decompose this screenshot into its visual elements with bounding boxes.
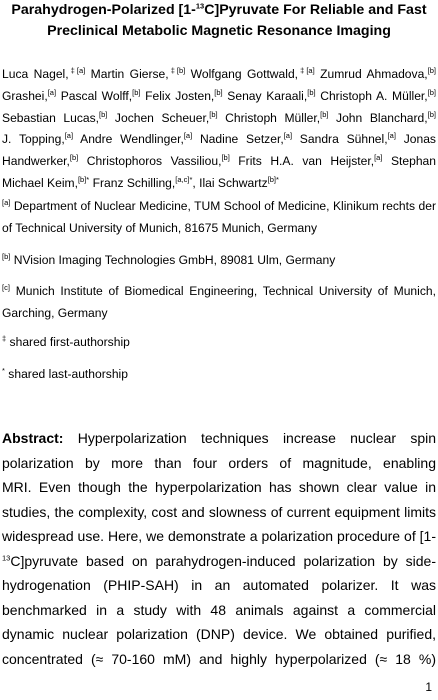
author-line	[2, 64, 436, 86]
affiliation-line	[2, 303, 436, 325]
affiliation-marker: [b]	[427, 109, 436, 119]
author-name: Andre Wendlinger,	[73, 132, 184, 147]
author-name: Jonas	[395, 132, 436, 147]
abstract-text: Hyperpolarization techniques increase nuclear spin	[77, 430, 436, 446]
affiliation-marker: [a]	[47, 87, 57, 97]
abstract-line: studies, the complexity, cost and slowness of current equipment limits	[2, 503, 436, 520]
abstract-label: Abstract:	[2, 430, 64, 446]
title-text-b: C]Pyruvate For Reliable and Fast	[204, 2, 427, 18]
affiliation-marker: [a,c]*	[175, 174, 193, 184]
affiliation-marker: [b]	[320, 109, 329, 119]
affiliation-text: NVision Imaging Technologies GmbH, 89081 Ulm, Germany	[13, 252, 336, 267]
isotope-superscript: 13	[2, 552, 11, 562]
note-mark: *	[2, 365, 5, 375]
author-name: Luca Nagel,	[2, 67, 69, 81]
author-name: Martin Gierse,	[85, 67, 169, 81]
note-text: shared last-authorship	[8, 366, 128, 381]
author-name: Christophoros Vassiliou,	[78, 154, 222, 169]
abstract-line: benchmarked in a study with 48 animals against a commercial	[2, 601, 436, 618]
abstract-text: C]pyruvate based on parahydrogen-induced polarization by side-	[10, 552, 436, 569]
author-line	[2, 129, 436, 151]
author-name: Sebastian Lucas,	[2, 110, 99, 125]
author-line	[2, 151, 436, 173]
title-line-1	[0, 0, 438, 22]
author-list	[2, 64, 436, 195]
abstract-line: polarization by more than four orders of magnitude, enabling	[2, 454, 436, 471]
abstract-line: dynamic nuclear polarization (DNP) device. We obtained purified,	[2, 626, 436, 642]
affiliation-text: of Technical University of Munich, 81675 Munich, Germany	[2, 220, 318, 235]
affiliation-marker: [a]	[387, 131, 396, 141]
author-name: Zumrud Ahmadova,	[314, 67, 428, 81]
affiliation-text: Munich Institute of Biomedical Engineering, Technical University of Munich,	[15, 284, 436, 299]
affiliation-marker: [a]	[283, 131, 293, 141]
affiliation-line	[2, 250, 436, 272]
affiliation-mark: [b]	[2, 251, 11, 261]
note-mark: ‡	[2, 333, 7, 343]
title-superscript: 13	[195, 1, 205, 11]
author-name: Nadine Setzer,	[192, 132, 284, 147]
author-note	[2, 332, 436, 354]
affiliation-list	[2, 196, 436, 325]
author-name: Michael Keim,	[2, 175, 78, 190]
author-line	[2, 173, 436, 195]
author-name: , Ilai Schwartz	[192, 175, 268, 190]
abstract	[2, 426, 436, 671]
author-name: Christoph A. Müller,	[315, 88, 428, 103]
affiliation-marker: [b]	[209, 109, 218, 119]
affiliation-marker: [b]	[214, 87, 223, 97]
affiliation-text: Garching, Germany	[2, 306, 108, 321]
page-number: 1	[425, 680, 432, 694]
author-name: John Blanchard,	[328, 110, 428, 125]
author-notes	[2, 332, 436, 386]
note-text: shared first-authorship	[9, 335, 130, 349]
title-text-a: Parahydrogen-Polarized [1-	[11, 2, 196, 18]
affiliation-line	[2, 218, 436, 240]
affiliation-marker: [b]*	[267, 174, 279, 184]
author-name: Christoph Müller,	[217, 110, 321, 125]
abstract-line: concentrated (≈ 70-160 mM) and highly hyperpolarized (≈ 18 %)	[2, 650, 436, 667]
affiliation-marker: [a]	[374, 153, 383, 163]
affiliation-marker: [a]	[64, 131, 74, 141]
author-line	[2, 108, 436, 130]
affiliation-marker: [b]	[221, 153, 230, 163]
author-name: Felix Josten,	[140, 88, 215, 103]
author-name: Frits H.A. van Heijster,	[229, 154, 375, 169]
abstract-line: hydrogenation (PHIP-SAH) in an automated polarizer. It was	[2, 577, 436, 593]
affiliation-text: Department of Nuclear Medicine, TUM School of Medicine, Klinikum rechts der	[13, 199, 436, 213]
abstract-line: widespread use. Here, we demonstrate a polarization procedure of [1-	[2, 528, 436, 544]
author-line	[2, 86, 436, 108]
author-name: Sandra Sühnel,	[292, 132, 388, 147]
author-name: Handwerker,	[2, 154, 70, 169]
affiliation-line	[2, 281, 436, 303]
title-line-2: Preclinical Metabolic Magnetic Resonance Imaging	[47, 23, 391, 39]
author-name: Stephan	[390, 154, 436, 169]
author-name: Senay Karaali,	[222, 88, 308, 103]
affiliation-marker: [b]	[427, 87, 436, 97]
author-note	[2, 364, 436, 386]
affiliation-marker: ‡[b]	[168, 65, 186, 75]
affiliation-marker: [b]	[132, 87, 141, 97]
affiliation-marker: [a]	[183, 131, 193, 141]
author-name: Franz Schilling,	[89, 175, 176, 190]
affiliation-marker: [b]*	[77, 174, 90, 184]
affiliation-marker: ‡[a]	[298, 65, 315, 75]
affiliation-marker: [b]	[99, 109, 108, 119]
author-name: J. Topping,	[2, 132, 65, 147]
author-name: Pascal Wolff,	[56, 88, 133, 103]
abstract-line	[2, 549, 436, 574]
affiliation-marker: [b]	[427, 65, 436, 75]
author-name: Jochen Scheuer,	[107, 110, 210, 125]
affiliation-marker: [b]	[307, 87, 316, 97]
affiliation-line	[2, 196, 436, 218]
author-name: Grashei,	[2, 88, 48, 103]
affiliation-mark: [c]	[2, 283, 10, 293]
abstract-line: MRI. Even though the hyperpolarization has shown clear value in	[2, 479, 436, 495]
author-name: Wolfgang Gottwald,	[185, 67, 299, 81]
affiliation-marker: ‡[a]	[68, 65, 86, 75]
affiliation-mark: [a]	[2, 197, 11, 207]
affiliation-marker: [b]	[69, 153, 79, 163]
abstract-line	[2, 426, 436, 451]
